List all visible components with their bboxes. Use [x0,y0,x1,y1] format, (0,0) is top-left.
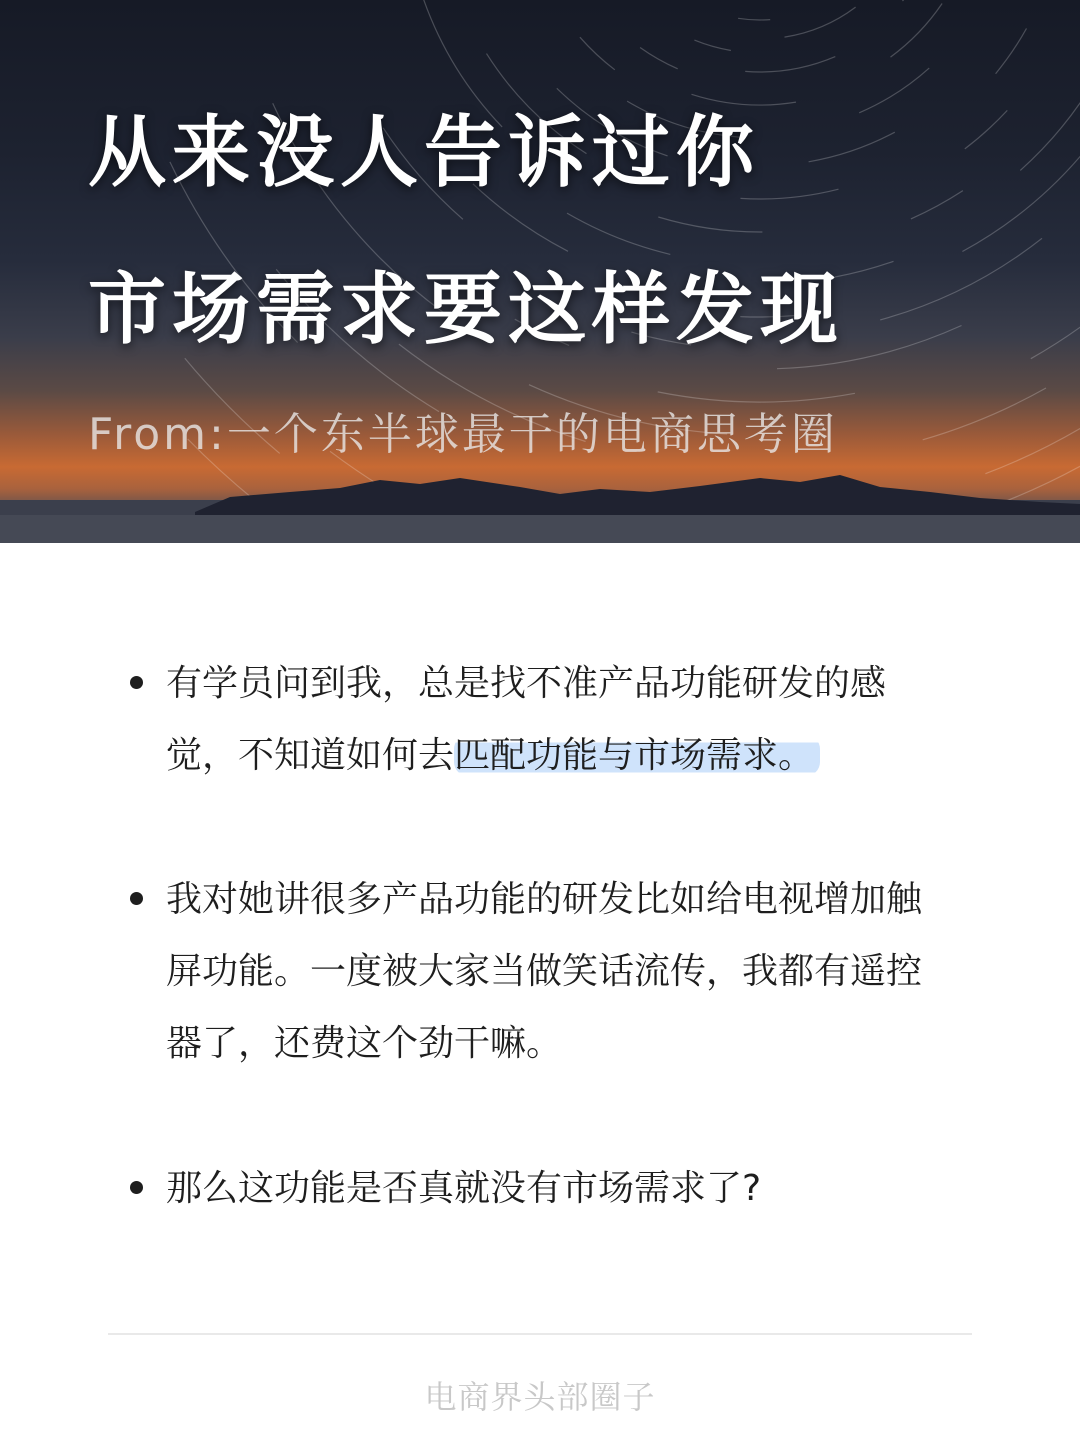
bullet-line: 屏功能。一度被大家当做笑话流传，我都有遥控 [166,951,923,992]
hero-title-line1: 从来没人告诉过你 [88,108,761,198]
bullet-line: 那么这功能是否真就没有市场需求了? [166,1168,762,1209]
bullet-text [166,1153,996,1225]
bullet-line [166,720,996,792]
footer-brand: 电商界头部圈子 [424,1378,656,1416]
star-trail [859,68,929,113]
mountain-silhouette [195,475,1080,516]
star-trail [962,140,1080,252]
star-trail [1020,39,1080,170]
star-trail [923,388,1046,440]
star-trail [738,18,770,20]
hero-from-text: From:一个东半球最干的电商思考圈 [88,409,838,460]
bullet-dot [130,1181,143,1194]
star-trail [745,57,835,72]
star-trail [903,0,936,1]
star-trail [809,132,895,162]
bullet-dot [130,676,143,689]
star-trail [658,217,762,232]
bullet-line: 器了，还费这个劲干嘛。 [166,1023,563,1064]
star-trail [1031,281,1080,359]
star-trail [694,40,731,50]
star-trail [640,48,678,69]
star-trail [891,4,943,58]
bullet-line: 有学员问到我，总是找不准产品功能研发的感 [166,663,887,704]
star-trail [985,303,1080,474]
star-trail [785,7,856,37]
star-trail [965,110,1008,148]
star-trail [996,28,1027,73]
bullet-line-segment: 觉，不知道如何去 [166,735,455,776]
bullet-line: 我对她讲很多产品功能的研发比如给电视增加触 [166,879,923,920]
hero-title-line2: 市场需求要这样发现 [88,265,845,355]
footer-divider [108,1333,972,1335]
bullet-text [166,648,996,792]
star-trail [580,37,615,70]
hero-banner [0,0,1080,543]
highlighted-text: 匹配功能与市场需求。 [454,735,820,776]
bullet-dot [130,892,143,905]
star-trail [880,238,1042,320]
star-trail [911,191,963,219]
bullet-text [166,864,996,1080]
